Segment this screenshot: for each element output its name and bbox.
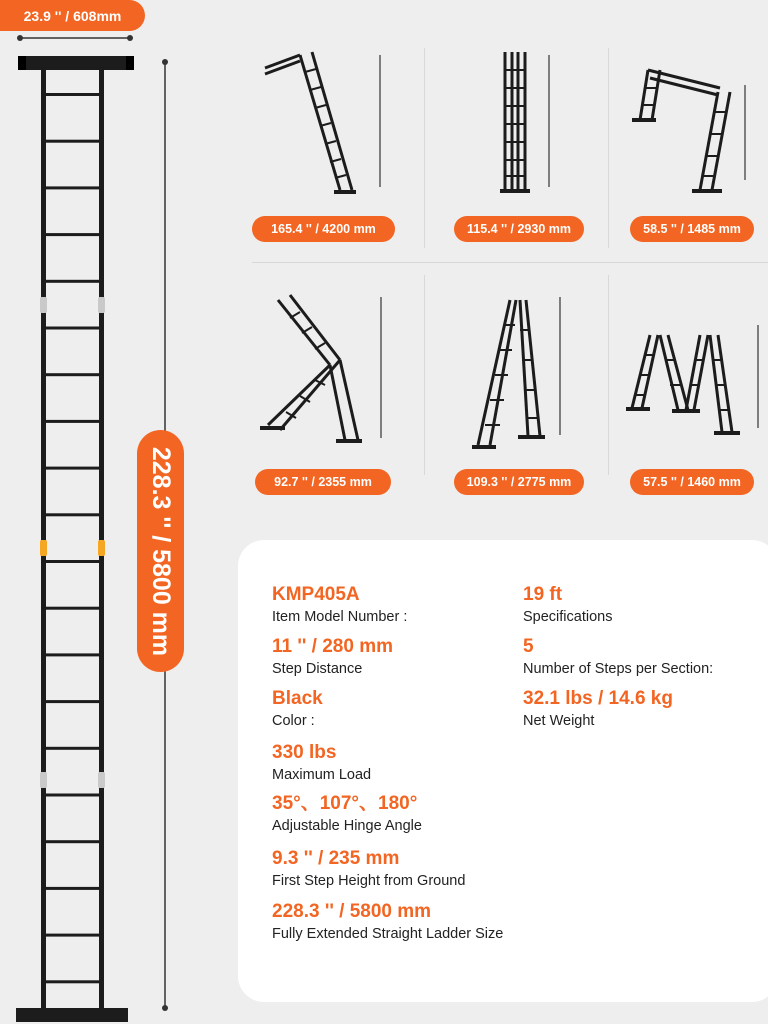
spec-net-weight-label: Net Weight (523, 713, 595, 729)
config-1-size-label: 165.4 '' / 4200 mm (252, 216, 395, 242)
spec-max-load (272, 742, 371, 784)
specifications-card (238, 540, 768, 1002)
height-dimension-text: 228.3 '' / 5800 mm (147, 446, 176, 656)
config-4-illustration (260, 295, 381, 441)
spec-steps-per-section-label: Number of Steps per Section: (523, 661, 714, 677)
spec-net-weight (523, 688, 673, 730)
config-6-illustration (626, 325, 758, 433)
spec-max-load-value: 330 lbs (272, 742, 337, 763)
spec-step-distance-value: 11 '' / 280 mm (272, 636, 394, 657)
spec-step-distance (272, 636, 393, 678)
spec-model (272, 584, 407, 626)
spec-extended-size (272, 901, 503, 943)
spec-steps-per-section (523, 636, 713, 678)
spec-extended-size-label: Fully Extended Straight Ladder Size (272, 926, 504, 942)
spec-model-value: KMP405A (272, 584, 360, 605)
spec-first-step-height-label: First Step Height from Ground (272, 873, 466, 889)
spec-hinge-angle-label: Adjustable Hinge Angle (272, 818, 422, 834)
spec-max-load-label: Maximum Load (272, 767, 372, 783)
spec-specifications (523, 584, 612, 626)
spec-first-step-height-value: 9.3 '' / 235 mm (272, 848, 400, 869)
config-2-illustration (500, 52, 549, 191)
spec-model-label: Item Model Number : (272, 609, 408, 625)
config-5-size-label: 109.3 '' / 2775 mm (454, 469, 584, 495)
config-3-illustration (632, 70, 745, 191)
config-2-size-label: 115.4 '' / 2930 mm (454, 216, 584, 242)
spec-extended-size-value: 228.3 '' / 5800 mm (272, 901, 432, 922)
config-1-illustration (265, 52, 380, 192)
spec-hinge-angle-value: 35°、107°、180° (272, 793, 418, 814)
spec-specifications-label: Specifications (523, 609, 613, 625)
spec-color-value: Black (272, 688, 323, 709)
spec-steps-per-section-value: 5 (523, 636, 534, 657)
width-dimension-label: 23.9 '' / 608mm (0, 0, 145, 31)
spec-step-distance-label: Step Distance (272, 661, 363, 677)
config-3-size-label: 58.5 '' / 1485 mm (630, 216, 754, 242)
spec-color (272, 688, 323, 730)
config-5-illustration (472, 297, 560, 447)
spec-hinge-angle (272, 793, 422, 835)
spec-specifications-value: 19 ft (523, 584, 563, 605)
config-6-size-label: 57.5 '' / 1460 mm (630, 469, 754, 495)
config-4-size-label: 92.7 '' / 2355 mm (255, 469, 391, 495)
spec-color-label: Color : (272, 713, 315, 729)
spec-net-weight-value: 32.1 lbs / 14.6 kg (523, 688, 673, 709)
spec-first-step-height (272, 848, 465, 890)
